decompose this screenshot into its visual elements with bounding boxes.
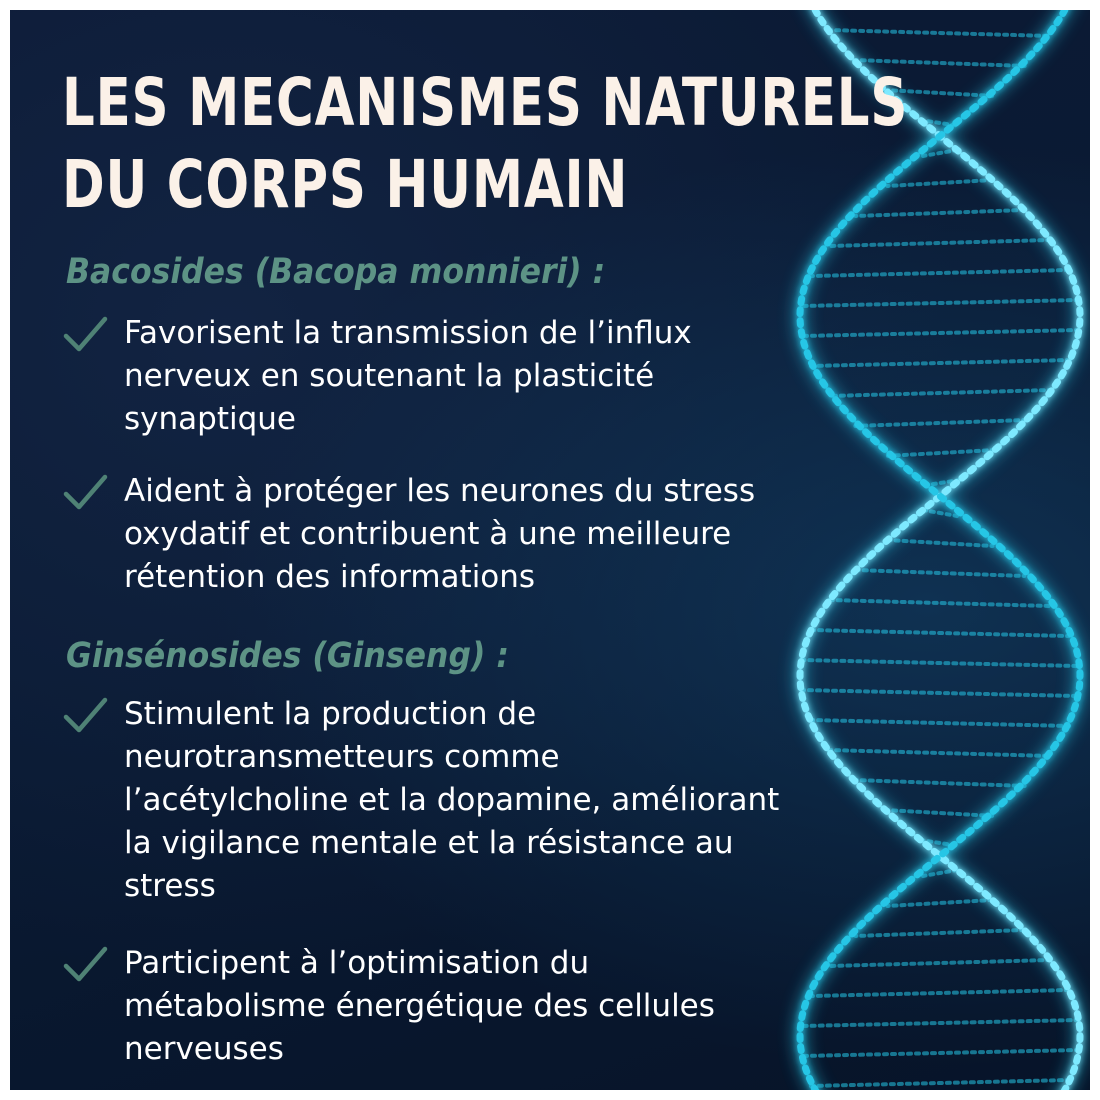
list-item-text: Participent à l’optimisation du métabolisme énergétique des cellules nerveuses [124,945,715,1067]
dna-rung [801,1050,1079,1056]
dna-rung [885,450,995,456]
dna-rung [811,630,1069,636]
section-heading-bacosides: Bacosides (Bacopa monnieri) : [66,252,606,292]
title-line-1: LES MECANISMES NATURELS [62,64,909,141]
list-item-text: Aident à protéger les neurones du stress oxydatif et contribuent à une meilleure rétention des informations [124,473,756,595]
dna-rung [854,780,1026,786]
dna-rung [856,210,1024,216]
list-item-text: Favorisent la transmission de l’influx nerveux en soutenant la plasticité synaptique [124,315,692,437]
page-title [62,62,909,226]
checkmark-icon [62,314,108,354]
dna-rung [801,330,1079,336]
dna-rung [828,750,1052,756]
dna-rung [856,930,1024,936]
dna-rung [810,1080,1070,1086]
dna-rung [811,990,1069,996]
dna-rung [801,690,1079,696]
dna-rung [811,270,1069,276]
dna-rung [801,300,1078,306]
dna-rung [888,900,993,906]
dna-rung [888,540,993,546]
dna-rung [828,30,1052,36]
dna-rung [830,960,1051,966]
checkmark-icon [62,695,108,735]
dna-rung [828,390,1052,396]
dna-rung [810,360,1070,366]
title-line-2: DU CORPS HUMAIN [62,146,629,223]
section-heading-ginsenosides: Ginsénosides (Ginseng) : [66,636,509,676]
dna-strand [800,10,1080,1090]
dna-rung [801,1020,1078,1026]
dna-rung [801,660,1078,666]
dna-rung [810,720,1070,726]
dna-rung [888,180,993,186]
dna-rung [830,600,1051,606]
dna-strand-halo [800,10,1080,1090]
infographic-card [10,10,1090,1090]
list-item-text: Stimulent la production de neurotransmetteurs comme l’acétylcholine et la dopamine, améliorant la vigilance mentale et la résistance au stress [124,696,780,904]
dna-rung [830,240,1051,246]
dna-strand-halo [800,10,1080,1090]
dna-rung [856,570,1024,576]
dna-rung [885,810,995,816]
checkmark-icon [62,944,108,984]
dna-strand [800,10,1080,1090]
checkmark-icon [62,472,108,512]
dna-rung [854,420,1026,426]
